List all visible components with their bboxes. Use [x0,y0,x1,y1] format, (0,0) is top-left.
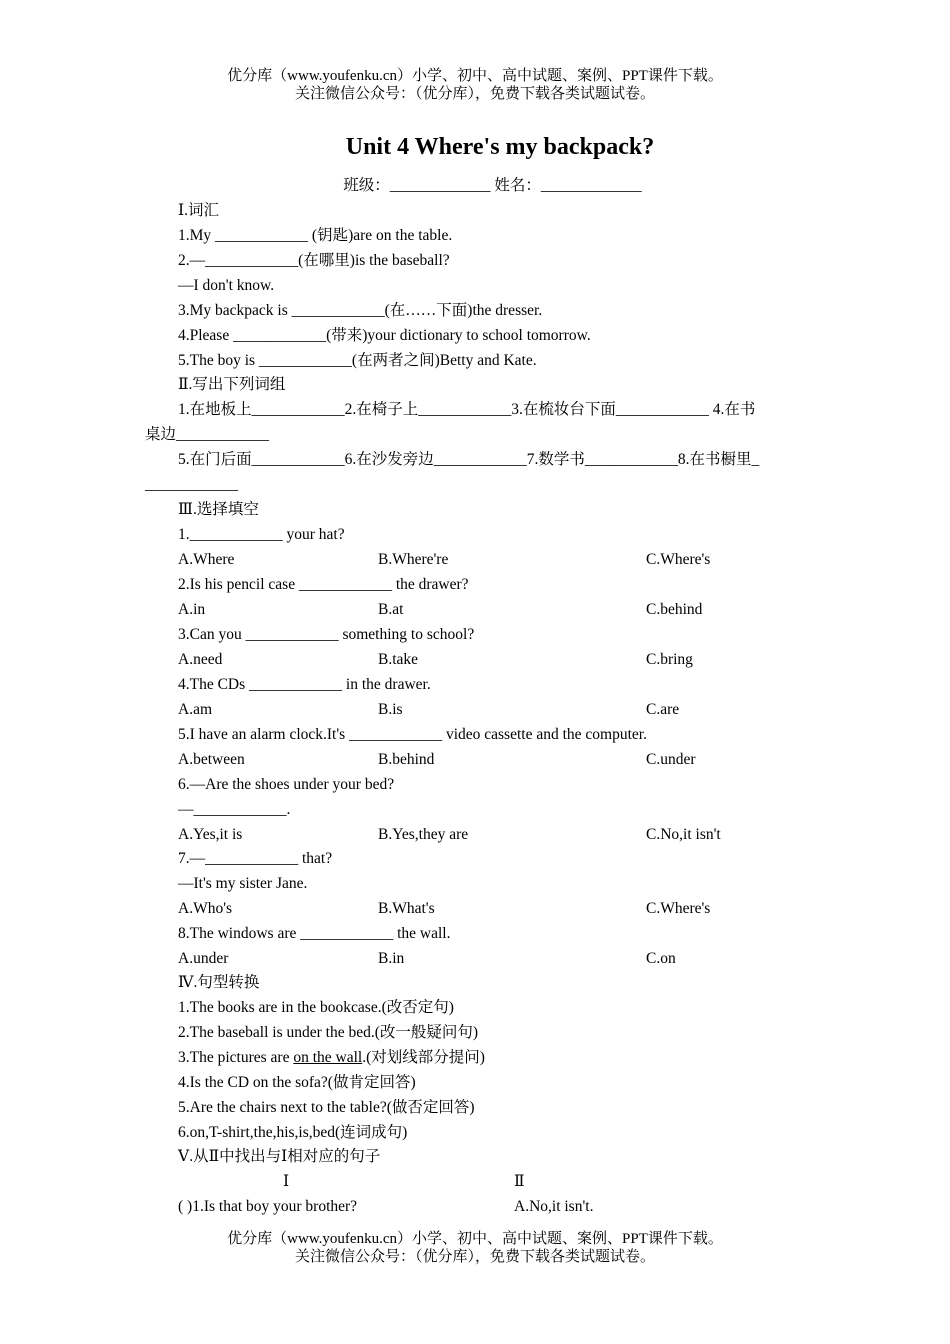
s3-question-1: 1.____________ your hat? [178,526,345,543]
section-2-heading: Ⅱ.写出下列词组 [178,376,286,393]
s3-q4-option-b: B.is [378,701,403,718]
footer-line-2: 关注微信公众号：（优分库），免费下载各类试题试卷。 [294,1249,655,1265]
s3-question-6: 6.—Are the shoes under your bed? [178,776,395,793]
section-4-heading: Ⅳ.句型转换 [178,974,260,991]
s2-row-2a: 5.在门后面____________6.在沙发旁边____________7.数学书____________8.在书橱里_ [178,451,760,468]
s3-question-7: 7.—____________ that? [178,850,333,867]
s5-answer-a: A.No,it isn't. [514,1198,594,1215]
s4-line-1: 1.The books are in the bookcase.(改否定句) [178,999,454,1016]
s1-line-1: 1.My ____________ (钥匙)are on the table. [178,227,453,244]
s2-row-2b: ____________ [145,476,238,493]
page-title: Unit 4 Where's my backpack? [345,134,655,160]
s3-q6-option-a: A.Yes,it is [178,826,243,843]
s1-line-3: —I don't know. [178,277,275,294]
s3-question-8: 8.The windows are ____________ the wall. [178,925,451,942]
s3-q2-option-b: B.at [378,601,404,618]
s5-question-1: ( )1.Is that boy your brother? [178,1198,358,1215]
section-3-heading: Ⅲ.选择填空 [178,501,259,518]
s3-q8-option-a: A.under [178,950,229,967]
section-1-heading: Ⅰ.词汇 [178,202,219,219]
s3-q1-option-a: A.Where [178,551,235,568]
class-name-line: 班级：_____________ 姓名：_____________ [343,177,642,194]
s3-q4-option-a: A.am [178,701,213,718]
s3-q5-option-a: A.between [178,751,245,768]
s3-q3-option-b: B.take [378,651,419,668]
s3-q7-option-b: B.What's [378,900,435,917]
s3-q8-option-c: C.on [646,950,676,967]
s3-question-4: 4.The CDs ____________ in the drawer. [178,676,431,693]
s2-row-1a: 1.在地板上____________2.在椅子上____________3.在梳妆台下面____________ 4.在书 [178,401,756,418]
s3-q3-option-c: C.bring [646,651,693,668]
s4-line-3-pre: 3.The pictures are [178,1049,294,1066]
s4-line-3-post: .(对划线部分提问) [362,1049,485,1066]
s3-q3-option-a: A.need [178,651,223,668]
s3-question-3: 3.Can you ____________ something to school? [178,626,475,643]
s3-question-5: 5.I have an alarm clock.It's ____________ video cassette and the computer. [178,726,647,743]
header-line-2: 关注微信公众号：（优分库），免费下载各类试题试卷。 [294,86,655,102]
s3-question-7-answer: —It's my sister Jane. [178,875,308,892]
s1-line-4: 3.My backpack is ____________(在……下面)the dresser. [178,302,543,319]
header-line-1: 优分库（www.youfenku.cn）小学、初中、高中试题、案例、PPT课件下载。 [227,68,723,84]
s3-q7-option-c: C.Where's [646,900,711,917]
s1-line-6: 5.The boy is ____________(在两者之间)Betty and Kate. [178,352,537,369]
s3-q1-option-c: C.Where's [646,551,711,568]
footer-line-1: 优分库（www.youfenku.cn）小学、初中、高中试题、案例、PPT课件下载。 [227,1231,723,1247]
s3-q2-option-c: C.behind [646,601,703,618]
s5-column-2-label: Ⅱ [514,1173,525,1190]
s3-question-2: 2.Is his pencil case ____________ the drawer? [178,576,469,593]
s3-q2-option-a: A.in [178,601,206,618]
s3-q7-option-a: A.Who's [178,900,233,917]
s3-q8-option-b: B.in [378,950,405,967]
s2-row-1b: 桌边____________ [145,426,270,443]
s3-q4-option-c: C.are [646,701,680,718]
s4-line-3-underlined: on the wall [293,1049,363,1066]
s5-column-1-label: Ⅰ [283,1173,290,1190]
s3-q6-option-b: B.Yes,they are [378,826,469,843]
s3-q5-option-c: C.under [646,751,696,768]
s1-line-5: 4.Please ____________(带来)your dictionary to school tomorrow. [178,327,591,344]
s3-q6-option-c: C.No,it isn't [646,826,721,843]
s3-q1-option-b: B.Where're [378,551,449,568]
s4-line-2: 2.The baseball is under the bed.(改一般疑问句) [178,1024,479,1041]
s3-q5-option-b: B.behind [378,751,435,768]
section-5-heading: Ⅴ.从Ⅱ中找出与Ⅰ相对应的句子 [178,1148,381,1165]
s4-line-4: 4.Is the CD on the sofa?(做肯定回答) [178,1074,416,1091]
s1-line-2: 2.—____________(在哪里)is the baseball? [178,252,450,269]
s4-line-6: 6.on,T-shirt,the,his,is,bed(连词成句) [178,1124,408,1141]
s4-line-3 [178,1048,485,1068]
s3-question-6-answer: —____________. [178,801,291,818]
s4-line-5: 5.Are the chairs next to the table?(做否定回答) [178,1099,475,1116]
